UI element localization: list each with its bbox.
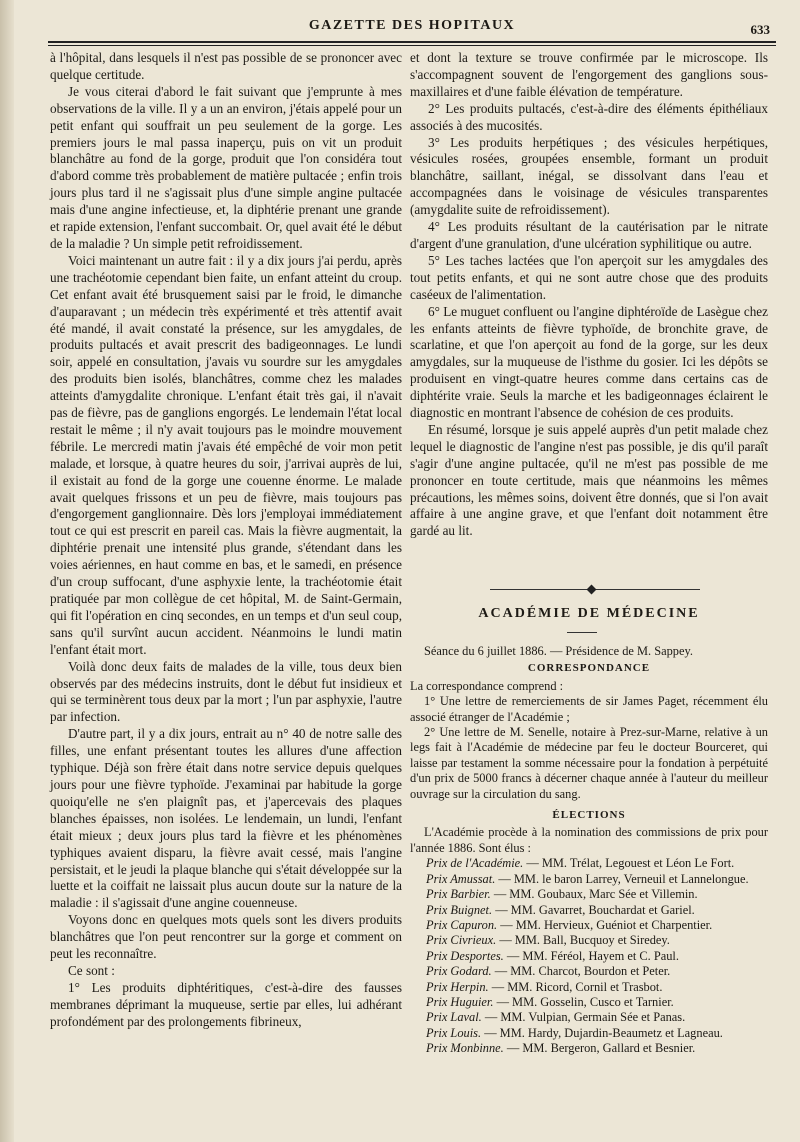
prize-members: — MM. Gosselin, Cusco et Tarnier. bbox=[496, 994, 674, 1009]
correspondence-item: 2° Une lettre de M. Senelle, notaire à Prez-sur-Marne, relative à un legs fait à l'Académie de médecine par feu le docteur Bourceret, qui laisse par testament la somme nécessaire pour la fondation à perpétuité d'un prix de 5000 francs à décerner chaque année à l'auteur du meilleur ouvrage sur la circulation du sang. bbox=[410, 725, 768, 801]
prize-name: Prix Capuron. bbox=[426, 917, 498, 932]
prize-entry bbox=[410, 980, 768, 995]
prize-entry bbox=[410, 1010, 768, 1025]
prize-name: Prix Laval. bbox=[426, 1010, 482, 1025]
divider-ornament bbox=[587, 585, 597, 595]
prize-entry bbox=[410, 1041, 768, 1056]
prize-entry bbox=[410, 949, 768, 964]
section-divider bbox=[490, 586, 700, 594]
prize-entry bbox=[410, 995, 768, 1010]
prize-members: — MM. Charcot, Bourdon et Peter. bbox=[494, 964, 671, 979]
prize-name: Prix Civrieux. bbox=[426, 933, 497, 948]
prize-members: — MM. Féréol, Hayem et C. Paul. bbox=[506, 948, 679, 963]
paragraph: En résumé, lorsque je suis appelé auprès d'un petit malade chez lequel le diagnostic de l'angine n'est pas possible, je dis qu'il paraît s'agir d'une angine pultacée, qu'il ne m'est pas possible de me prononcer en toute certitude, mais que néanmoins les mêmes précautions, les mêmes soins, doivent être donnés, que si l'on avait affaire à une angine grave, et que l'enfant doit notamment être gardé au lit. bbox=[410, 421, 768, 539]
prize-members: — MM. Bergeron, Gallard et Besnier. bbox=[506, 1041, 696, 1056]
prize-name: Prix Herpin. bbox=[426, 979, 489, 994]
prize-name: Prix Barbier. bbox=[426, 887, 491, 902]
academy-report bbox=[410, 644, 768, 1057]
prize-entry bbox=[410, 887, 768, 902]
title-rule bbox=[567, 632, 597, 633]
elections-intro: L'Académie procède à la nomination des commissions de prix pour l'année 1886. Sont élus : bbox=[410, 825, 768, 855]
prize-members: — MM. Gavarret, Bouchardat et Gariel. bbox=[495, 902, 695, 917]
paragraph: Je vous citerai d'abord le fait suivant que j'emprunte à mes observations de la ville. Il y a un an environ, j'étais appelé pour un petit enfant qui souffrait un peu seulement de la gorge. Les premiers jours le mal passa inaperçu, puis on vit un produit blanchâtre au fond de la gorge, produit que l'on considéra tout d'abord comme très probablement de matière pultacée ; enfin trois jours plus tard il ne s'agissait plus d'une simple angine pultacée mais d'une angine infectieuse, et, la diphtérie prenant une grande et rapide extension, l'enfant succombait. Or, quel avait été le début de la maladie ? Un simple petit refroidissement. bbox=[50, 83, 402, 251]
header-rule-thin bbox=[48, 45, 776, 46]
prize-name: Prix Godard. bbox=[426, 964, 492, 979]
paragraph: 3° Les produits herpétiques ; des vésicules herpétiques, vésicules rosées, groupées ensemble, formant un produit blanchâtre, saillant, inégal, se dissolvant dans l'eau et accompagnées dans le voisinage de vésicules transparentes (amygdalite suite de refroidissement). bbox=[410, 134, 768, 218]
prize-entry bbox=[410, 856, 768, 871]
right-column bbox=[410, 50, 768, 540]
paragraph: 1° Les produits diphtéritiques, c'est-à-dire des fausses membranes déprimant la muqueuse, sertie par elles, lui adhérant profondément par des prolongements fibrineux, bbox=[50, 979, 402, 1029]
paragraph: 4° Les produits résultant de la cautérisation par le nitrate d'argent d'une granulation, d'une ulcération syphilitique ou autre. bbox=[410, 219, 768, 251]
prize-members: — MM. Hardy, Dujardin-Beaumetz et Lagneau. bbox=[484, 1025, 723, 1040]
prize-members: — MM. le baron Larrey, Verneuil et Lannelongue. bbox=[498, 871, 749, 886]
page-header bbox=[48, 14, 776, 40]
paragraph: Voici maintenant un autre fait : il y a dix jours j'ai perdu, après une trachéotomie cependant bien faite, un enfant atteint du croup. Cet enfant avait été brusquement saisi par le froid, le dimanche d'auparavant ; un médecin très expérimenté et très attentif avait été mandé, il avait constaté la présence, sur les amygdales, de produits pultacés et avait prescrit des badigeonnages. Le lundi soir, appelé en consultation, j'avais vu sourdre sur les amygdales des produits bien isolés, blanchâtres, comme chez les malades atteints d'amygdalite chronique. L'enfant était très gai, il n'avait pas de fièvre, pas de ganglions engorgés. Le lendemain l'état local restait le même ; il n'y avait toujours pas le moindre mouvement fébrile. Le mercredi matin j'avais été empêché de voir mon petit malade, et lorsque, à quatre heures du soir, j'arrivai auprès de lui, il existait au fond de la gorge une couenne énorme. Le malade avait quelques frissons et un peu de fièvre, mais toujours pas d'engorgement ganglionnaire. Dès lors j'employai immédiatement tout ce qui est prescrit en pareil cas. Mais la fièvre augmentait, la diphtérie prenait une intensité plus grande, s'étendant dans les voies aériennes, en haut comme en bas, et le samedi, en présence d'un croup suffocant, d'une asphyxie lente, la trachéotomie était pratiquée par mon collègue de cet hôpital, M. de Saint-Germain, qui fit l'opération en cinq secondes, en un temps et d'un seul coup, sans qu'il survînt aucun accident. Néanmoins le lundi matin l'enfant était mort. bbox=[50, 252, 402, 657]
paragraph: 5° Les taches lactées que l'on aperçoit sur les amygdales des tout petits enfants, et qui ne sont autre chose que des produits caséeux de l'alimentation. bbox=[410, 252, 768, 302]
paragraph: 6° Le muguet confluent ou l'angine diphtéroïde de Lasègue chez les enfants atteints de fièvre typhoïde, de bronchite grave, de scarlatine, et que l'on aperçoit au fond de la gorge, sur les deux amygdales, sur la muqueuse de l'isthme du gosier. Ici les dépôts se produisent en vingt-quatre heures comme dans certains cas de diphtérite vraie. Seuls la marche et les badigeonnages éclairent le diagnostic en montrant l'absence de cohésion de ces produits. bbox=[410, 303, 768, 421]
prize-entry bbox=[410, 903, 768, 918]
section-title: ACADÉMIE DE MÉDECINE bbox=[478, 606, 700, 621]
prize-commission-list bbox=[410, 856, 768, 1056]
prize-name: Prix Louis. bbox=[426, 1025, 482, 1040]
prize-entry bbox=[410, 872, 768, 887]
paragraph: à l'hôpital, dans lesquels il n'est pas possible de se prononcer avec quelque certitude. bbox=[50, 50, 402, 82]
prize-members: — MM. Goubaux, Marc Sée et Villemin. bbox=[493, 887, 698, 902]
prize-entry bbox=[410, 918, 768, 933]
prize-name: Prix Amussat. bbox=[426, 871, 496, 886]
header-rule-thick bbox=[48, 41, 776, 43]
journal-title: GAZETTE DES HOPITAUX bbox=[308, 18, 516, 33]
paragraph: et dont la texture se trouve confirmée par le microscope. Ils s'accompagnent souvent de l'engorgement des ganglions sous-maxillaires et d'une faible élévation de température. bbox=[410, 50, 768, 99]
prize-members: — MM. Vulpian, Germain Sée et Panas. bbox=[484, 1010, 686, 1025]
prize-members: — MM. Ricord, Cornil et Trasbot. bbox=[491, 979, 663, 994]
session-line: Séance du 6 juillet 1886. — Présidence de M. Sappey. bbox=[424, 644, 693, 658]
binding-edge bbox=[0, 0, 14, 1142]
prize-members: — MM. Trélat, Legouest et Léon Le Fort. bbox=[526, 856, 735, 871]
left-column bbox=[50, 50, 402, 1031]
prize-members: — MM. Hervieux, Guéniot et Charpentier. bbox=[500, 917, 713, 932]
prize-entry bbox=[410, 933, 768, 948]
prize-name: Prix de l'Académie. bbox=[426, 856, 524, 871]
prize-name: Prix Buignet. bbox=[426, 902, 493, 917]
correspondence-heading: CORRESPONDANCE bbox=[527, 662, 651, 675]
prize-entry bbox=[410, 1026, 768, 1041]
prize-entry bbox=[410, 964, 768, 979]
paragraph: 2° Les produits pultacés, c'est-à-dire des éléments épithéliaux associés à des mucosités. bbox=[410, 100, 768, 133]
prize-name: Prix Monbinne. bbox=[426, 1041, 504, 1056]
paragraph: Voilà donc deux faits de malades de la ville, tous deux bien observés par des médecins instruits, dont le début fut insidieux et qui se terminèrent tous deux par la mort ; l'un par asphyxie, l'autre par infection. bbox=[50, 658, 402, 725]
correspondence-item: 1° Une lettre de remerciements de sir James Paget, récemment élu associé étranger de l'Académie ; bbox=[410, 694, 768, 724]
prize-name: Prix Desportes. bbox=[426, 948, 504, 963]
prize-members: — MM. Ball, Bucquoy et Siredey. bbox=[499, 933, 670, 948]
prize-name: Prix Huguier. bbox=[426, 994, 494, 1009]
paragraph: D'autre part, il y a dix jours, entrait au n° 40 de notre salle des filles, une enfant présentant toutes les allures d'une affection typhique. Déjà son frère était dans notre service depuis quelques jours pour une fièvre typhoïde. J'examinai par habitude la gorge quoiqu'elle ne s'en plaignît pas, et j'apercevais des plaques blanches épaisses, non isolées. Le lendemain, un lundi, l'enfant était mieux ; deux jours plus tard la fièvre et les phénomènes typhiques avaient disparu, la fièvre avait cessé, mais l'angine persistait, et le jeudi la plaque blanche qui s'était développée sur la luette et la coiffait ne laissait plus aucun doute sur la nature de la maladie : il s'agissait d'une angine couenneuse. bbox=[50, 726, 402, 911]
paragraph: Voyons donc en quelques mots quels sont les divers produits blanchâtres que l'on peut rencontrer sur la gorge et comment on peut les reconnaître. bbox=[50, 912, 402, 962]
paragraph: Ce sont : bbox=[68, 962, 115, 978]
elections-heading: ÉLECTIONS bbox=[552, 809, 626, 822]
correspondence-intro: La correspondance comprend : bbox=[410, 678, 564, 693]
page-number: 633 bbox=[750, 22, 770, 37]
